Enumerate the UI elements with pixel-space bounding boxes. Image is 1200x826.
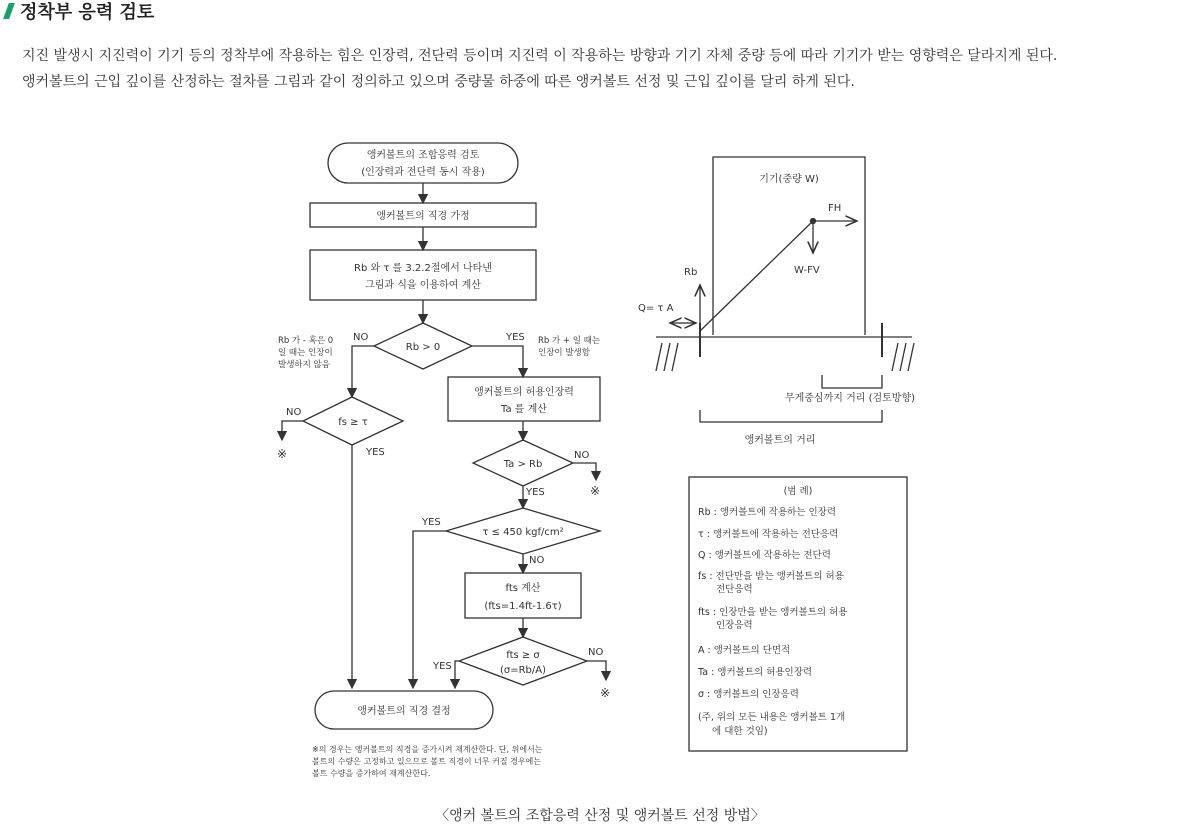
- step-calc-box: [310, 250, 536, 300]
- footnote-1: ※의 경우는 앵커볼트의 직경을 증가시켜 재계산한다. 단, 위에서는: [312, 745, 543, 754]
- decision-ta-text: Ta > Rb: [503, 459, 543, 470]
- decision-fts-text-2: (σ=Rb/A): [499, 665, 547, 676]
- body-text: [22, 43, 1192, 95]
- anchor-bolt-figure: [250, 125, 950, 790]
- rb-label: Rb: [684, 267, 698, 278]
- note-left-3: 발생하지 않음: [278, 360, 330, 370]
- step-assume-text: 앵커볼트의 직경 가정: [376, 211, 470, 222]
- step-fts-text-1: fts 계산: [505, 583, 541, 594]
- legend: [697, 485, 847, 737]
- legend-item: Rb : 앵커볼트에 작용하는 인장력: [698, 507, 837, 518]
- legend-item: fs : 전단만을 받는 앵커볼트의 허용: [698, 571, 844, 582]
- decision-fts: [459, 637, 587, 685]
- legend-item: σ : 앵커볼트의 인장응력: [698, 689, 799, 700]
- q-label: Q= τ A: [638, 303, 674, 314]
- heading-accent-mark: [3, 3, 15, 19]
- label-yes-fs: YES: [366, 447, 385, 458]
- decision-rb-text: Rb > 0: [405, 342, 441, 353]
- step-calc-text-2: 그림과 식을 이용하여 계산: [365, 280, 481, 291]
- label-no-fs: NO: [286, 407, 302, 418]
- decision-tau-text: τ ≤ 450 kgf/cm²: [482, 527, 564, 538]
- figure-svg: [250, 125, 950, 790]
- flowchart-text: [338, 148, 574, 717]
- wfv-label: W-FV: [794, 265, 820, 276]
- label-yes-fts: YES: [433, 661, 452, 672]
- label-no-rb: NO: [353, 332, 369, 343]
- equipment-label: 기기(중량 W): [759, 174, 819, 185]
- legend-item: Ta : 앵커볼트의 허용인장력: [698, 667, 813, 678]
- decision-fts-text-1: fts ≥ σ: [506, 650, 540, 661]
- legend-item: τ : 앵커볼트에 작용하는 전단응력: [698, 529, 839, 540]
- note-right-2: 인장이 발생함: [538, 348, 590, 358]
- note-left-1: Rb 가 - 혹은 0: [278, 336, 334, 346]
- asterisk-fs: ※: [277, 447, 288, 461]
- legend-item: A : 앵커볼트의 단면적: [698, 645, 791, 656]
- legend-item: (주, 위의 모든 내용은 앵커볼트 1개: [698, 712, 846, 723]
- legend-item: 전단응력: [716, 584, 753, 595]
- figure-caption: 〈앵커 볼트의 조합응력 산정 및 앵커볼트 선정 방법〉: [435, 808, 765, 824]
- note-left-2: 일 때는 인장이: [278, 348, 333, 358]
- flowchart: [282, 143, 606, 729]
- dist-anchor-label: 앵커볼트의 거리: [744, 435, 816, 446]
- dimension-anchor: [700, 410, 882, 422]
- legend-item: fts : 인장만을 받는 앵커볼트의 허용: [698, 607, 848, 618]
- start-text-1: 앵커볼트의 조합응력 검토: [366, 150, 480, 161]
- diagram-labels: [638, 172, 915, 446]
- end-text: 앵커볼트의 직경 결정: [357, 706, 451, 717]
- note-right-1: Rb 가 + 일 때는: [538, 336, 601, 346]
- label-yes-ta: YES: [526, 487, 545, 498]
- label-yes-rb: YES: [506, 332, 525, 343]
- paragraph-2: 앵커볼트의 근입 깊이를 산정하는 절차를 그림과 같이 정의하고 있으며 중량물 하중에 따른 앵커볼트 선정 및 근입 깊이를 달리 하게 된다.: [22, 74, 855, 90]
- label-no-tau: NO: [529, 555, 545, 566]
- legend-item: Q : 앵커볼트에 작용하는 전단력: [698, 550, 831, 561]
- section-title: 정착부 응력 검토: [20, 2, 155, 23]
- footnote-2: 볼트의 수량은 고정하고 있으므로 볼트 직경이 너무 커질 경우에는: [312, 757, 541, 766]
- label-yes-tau: YES: [422, 517, 441, 528]
- footnote-3: 볼트 수량을 증가하여 재계산한다.: [312, 769, 431, 778]
- step-ta-text-2: Ta 를 계산: [501, 404, 547, 415]
- decision-fs-text: fs ≥ τ: [338, 417, 368, 428]
- asterisk-ta: ※: [590, 484, 601, 498]
- legend-title: (범 례): [783, 486, 813, 497]
- fh-label: FH: [828, 203, 842, 214]
- step-ta-text-1: 앵커볼트의 허용인장력: [474, 387, 574, 398]
- dist-center-label: 무게중심까지 거리 (검토방향): [784, 393, 916, 404]
- section-header: [2, 0, 154, 22]
- equipment-diagram: [656, 157, 914, 422]
- step-calc-text-1: Rb 와 τ 를 3.2.2절에서 나타낸: [354, 263, 492, 274]
- legend-item: 에 대한 것임): [712, 726, 768, 737]
- asterisk-fts: ※: [600, 686, 611, 700]
- legend-item: 인장응력: [716, 620, 753, 631]
- step-fts-text-2: (fts=1.4ft-1.6τ): [484, 601, 562, 612]
- paragraph-1: 지진 발생시 지진력이 기기 등의 정착부에 작용하는 힘은 인장력, 전단력 등이며 지진력 이 작용하는 방향과 기기 자체 중량 등에 따라 기기가 받는 영향력은 달라지게 된다.: [22, 48, 1058, 64]
- label-no-ta: NO: [574, 450, 590, 461]
- dimension-center: [822, 375, 882, 388]
- label-no-fts: NO: [588, 647, 604, 658]
- start-text-2: (인장력과 전단력 동시 작용): [361, 167, 485, 178]
